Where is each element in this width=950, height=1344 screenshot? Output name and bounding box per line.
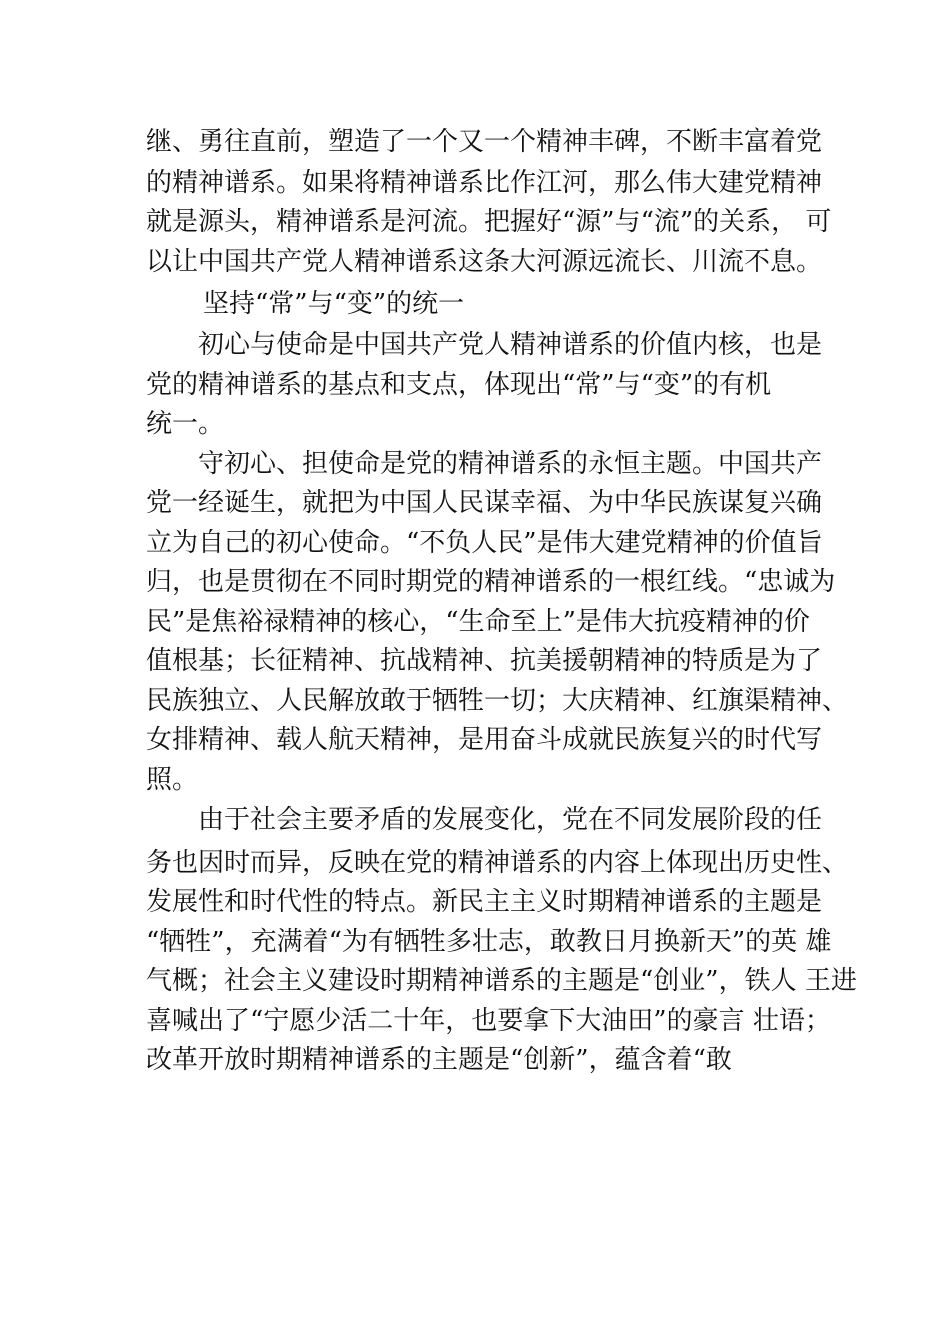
text-line: 值根基；长征精神、抗战精神、抗美援朝精神的特质是为了 bbox=[146, 646, 823, 676]
text-line: 发展性和时代性的特点。新民主主义时期精神谱系的主题是 bbox=[146, 887, 823, 917]
text-line: 女排精神、载人航天精神，是用奋斗成就民族复兴的时代写 bbox=[146, 725, 823, 755]
text-line: 的精神谱系。如果将精神谱系比作江河，那么伟大建党精神 bbox=[146, 168, 823, 198]
text-line: 继、勇往直前，塑造了一个又一个精神丰碑，不断丰富着党 bbox=[146, 127, 823, 157]
text-line: 务也因时而异，反映在党的精神谱系的内容上体现出历史性、 bbox=[146, 848, 849, 878]
text-line: 守初心、担使命是党的精神谱系的永恒主题。中国共产 bbox=[198, 449, 823, 479]
text-line: 民族独立、人民解放敢于牺牲一切；大庆精神、红旗渠精神、 bbox=[146, 686, 849, 716]
text-line: 统一。 bbox=[146, 409, 225, 439]
text-line: “牺牲”，充满着“为有牺牲多壮志，敢教日月换新天”的英 雄 bbox=[146, 927, 832, 957]
text-line: 党一经诞生，就把为中国人民谋幸福、为中华民族谋复兴确 bbox=[146, 488, 823, 518]
text-line: 改革开放时期精神谱系的主题是“创新”，蕴含着“敢 bbox=[146, 1045, 732, 1075]
text-line: 民”是焦裕禄精神的核心，“生命至上”是伟大抗疫精神的价 bbox=[146, 607, 810, 637]
text-line: 由于社会主要矛盾的发展变化，党在不同发展阶段的任 bbox=[198, 805, 823, 835]
text-line: 就是源头，精神谱系是河流。把握好“源”与“流”的关系， 可 bbox=[146, 207, 832, 237]
text-line: 以让中国共产党人精神谱系这条大河源远流长、川流不息。 bbox=[146, 247, 823, 277]
text-line: 气概；社会主义建设时期精神谱系的主题是“创业”，铁人 王进 bbox=[146, 966, 857, 996]
section-heading: 坚持“常”与“变”的统一 bbox=[203, 289, 465, 319]
text-line: 照。 bbox=[146, 765, 199, 795]
text-line: 喜喊出了“宁愿少活二十年，也要拿下大油田”的豪言 壮语； bbox=[146, 1006, 831, 1036]
text-line: 立为自己的初心使命。“不负人民”是伟大建党精神的价值旨 bbox=[146, 528, 823, 558]
text-line: 归，也是贯彻在不同时期党的精神谱系的一根红线。“忠诚为 bbox=[146, 567, 836, 597]
text-line: 初心与使命是中国共产党人精神谱系的价值内核，也是 bbox=[198, 330, 823, 360]
text-line: 党的精神谱系的基点和支点，体现出“常”与“变”的有机 bbox=[146, 370, 772, 400]
